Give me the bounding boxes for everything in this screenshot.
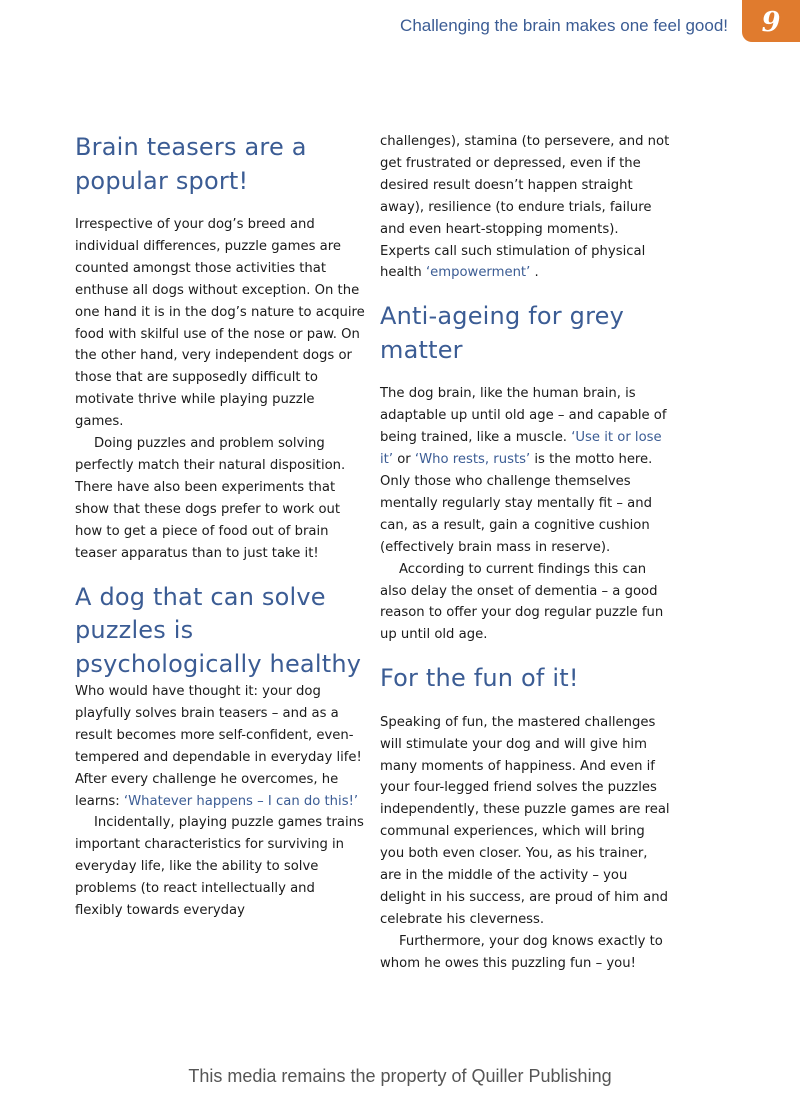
- paragraph-furthermore: Furthermore, your dog knows exactly to whom he owes this puzzling fun – you!: [380, 933, 663, 971]
- paragraph-challenges: [380, 131, 670, 284]
- highlighted-quote: ‘Use it or lose it’: [380, 430, 662, 468]
- running-title: Challenging the brain makes one feel good!: [400, 16, 728, 35]
- paragraph-text: challenges), stamina (to persevere, and not get frustrated or depressed, even if the desired result doesn’t happen straight away), resilience (to endure trials, failure and even heart-stopping moments). Experts call such stimulation of physical health: [380, 134, 670, 281]
- paragraph-text: Who would have thought it: your dog playfully solves brain teasers – and as a result becomes more self-confident, even-tempered and dependable in everyday life! After every challenge he overcomes, he learns:: [75, 684, 362, 809]
- left-column: [75, 131, 365, 922]
- paragraph-text: The dog brain, like the human brain, is adaptable up until old age – and capable of being trained, like a muscle.: [380, 386, 667, 446]
- paragraph-text: is the motto here. Only those who challenge themselves mentally regularly stay mentally fit – and can, as a result, gain a cognitive cushion (effectively brain mass in reserve).: [380, 452, 653, 555]
- paragraph-speaking-of-fun: Speaking of fun, the mastered challenges will stimulate your dog and will give him many moments of happiness. And even if your four-legged friend solves the puzzles independently, these puzzle games are real communal experiences, which will bring you both even closer. You, as his trainer, are in the middle of the activity – you delight in his success, are proud of him and celebrate his cleverness.: [380, 714, 670, 927]
- page-number: 9: [761, 6, 781, 38]
- paragraph-dog-brain: [380, 383, 670, 558]
- right-column: [380, 131, 670, 975]
- paragraph-current-findings: According to current findings this can also delay the onset of dementia – a good reason to offer your dog regular puzzle fun up until old age.: [380, 561, 664, 643]
- highlighted-quote: ‘empowerment’: [425, 265, 531, 281]
- heading-anti-ageing: Anti-ageing for grey matter: [380, 302, 624, 364]
- paragraph-text: .: [530, 265, 539, 281]
- page-number-tab: [742, 0, 800, 42]
- highlighted-quote: ‘Whatever happens – I can do this!’: [123, 793, 359, 809]
- paragraph-who-would-have-thought: [75, 681, 365, 812]
- highlighted-quote: ‘Who rests, rusts’: [414, 452, 531, 468]
- heading-fun-of-it: For the fun of it!: [380, 664, 579, 693]
- paragraph-breed: Irrespective of your dog’s breed and individual differences, puzzle games are counted amongst those activities that enthuse all dogs without exception. On the one hand it is in the dog’s nature to acquire food with skilful use of the nose or paw. On the other hand, very independent dogs or those that are supposedly difficult to motivate thrive while playing puzzle games.: [75, 217, 365, 430]
- copyright-notice: This media remains the property of Quiller Publishing: [188, 1066, 612, 1086]
- paragraph-incidentally: Incidentally, playing puzzle games trains important characteristics for surviving in everyday life, like the ability to solve problems (to react intellectually and flexibly towards everyday: [75, 815, 364, 919]
- paragraph-text: or: [393, 452, 415, 468]
- paragraph-doing-puzzles: Doing puzzles and problem solving perfectly match their natural disposition. There have also been experiments that show that these dogs prefer to work out how to get a piece of food out of brain teaser apparatus than to just take it!: [75, 436, 346, 561]
- heading-psychologically-healthy: A dog that can solve puzzles is psychologically healthy: [75, 582, 362, 678]
- heading-brain-teasers: Brain teasers are a popular sport!: [75, 133, 307, 195]
